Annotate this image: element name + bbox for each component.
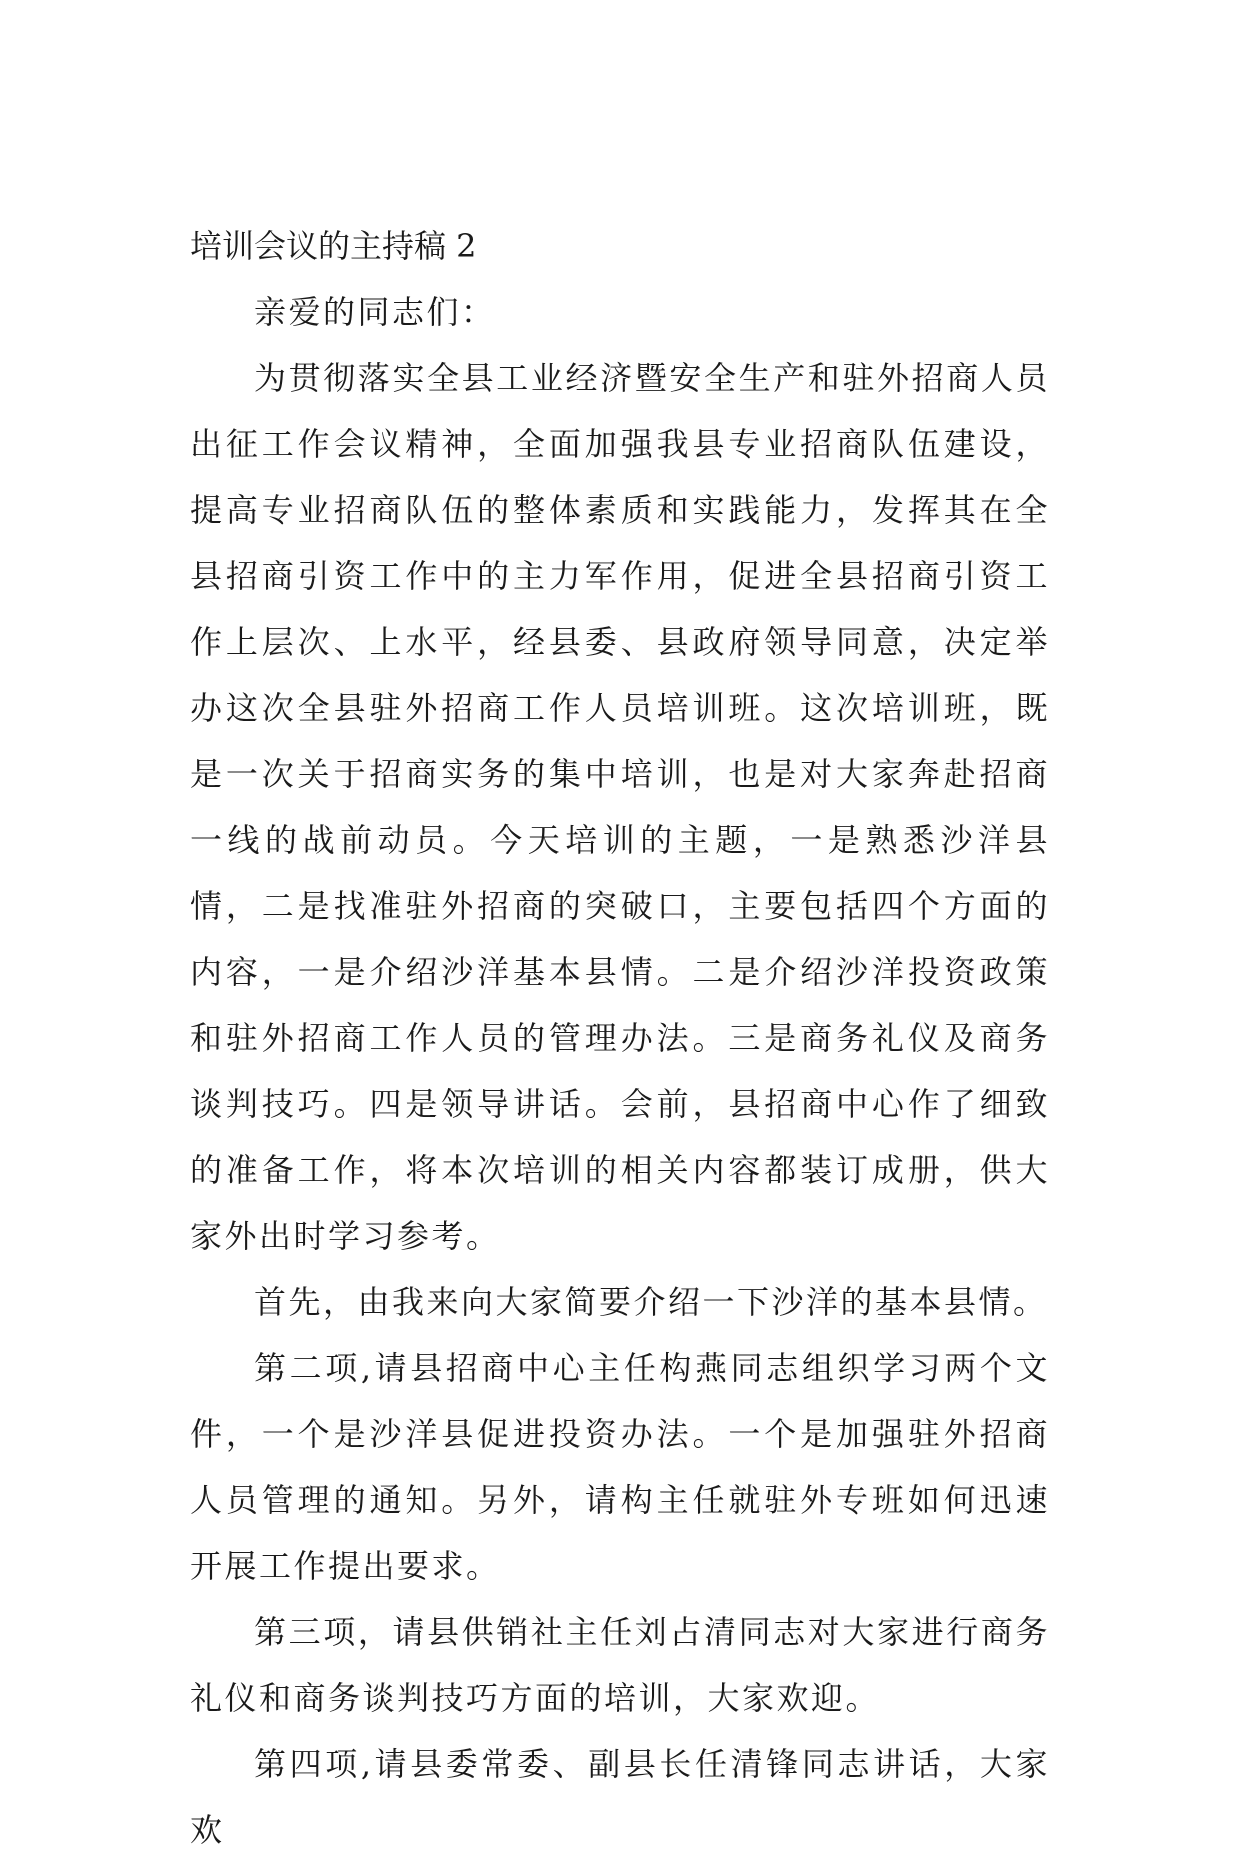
document-body: [190, 213, 1050, 1863]
paragraph-third-item: 第三项，请县供销社主任刘占清同志对大家进行商务礼仪和商务谈判技巧方面的培训，大家欢迎。: [190, 1613, 1050, 1717]
document-title: 培训会议的主持稿 2: [190, 227, 477, 265]
salutation: 亲爱的同志们：: [254, 293, 496, 331]
paragraph-first-item: 首先，由我来向大家简要介绍一下沙洋的基本县情。: [254, 1283, 1048, 1321]
paragraph-fourth-item: 第四项,请县委常委、副县长任清锋同志讲话，大家欢: [190, 1745, 1050, 1849]
paragraph-second-item: 第二项,请县招商中心主任构燕同志组织学习两个文件，一个是沙洋县促进投资办法。一个是加强驻外招商人员管理的通知。另外，请构主任就驻外专班如何迅速开展工作提出要求。: [190, 1349, 1050, 1585]
paragraph-intro: 为贯彻落实全县工业经济暨安全生产和驻外招商人员出征工作会议精神，全面加强我县专业招商队伍建设，提高专业招商队伍的整体素质和实践能力，发挥其在全县招商引资工作中的主力军作用，促进全县招商引资工作上层次、上水平，经县委、县政府领导同意，决定举办这次全县驻外招商工作人员培训班。这次培训班，既是一次关于招商实务的集中培训，也是对大家奔赴招商一线的战前动员。今天培训的主题，一是熟悉沙洋县情，二是找准驻外招商的突破口，主要包括四个方面的内容，一是介绍沙洋基本县情。二是介绍沙洋投资政策和驻外招商工作人员的管理办法。三是商务礼仪及商务谈判技巧。四是领导讲话。会前，县招商中心作了细致的准备工作，将本次培训的相关内容都装订成册，供大家外出时学习参考。: [190, 359, 1050, 1255]
